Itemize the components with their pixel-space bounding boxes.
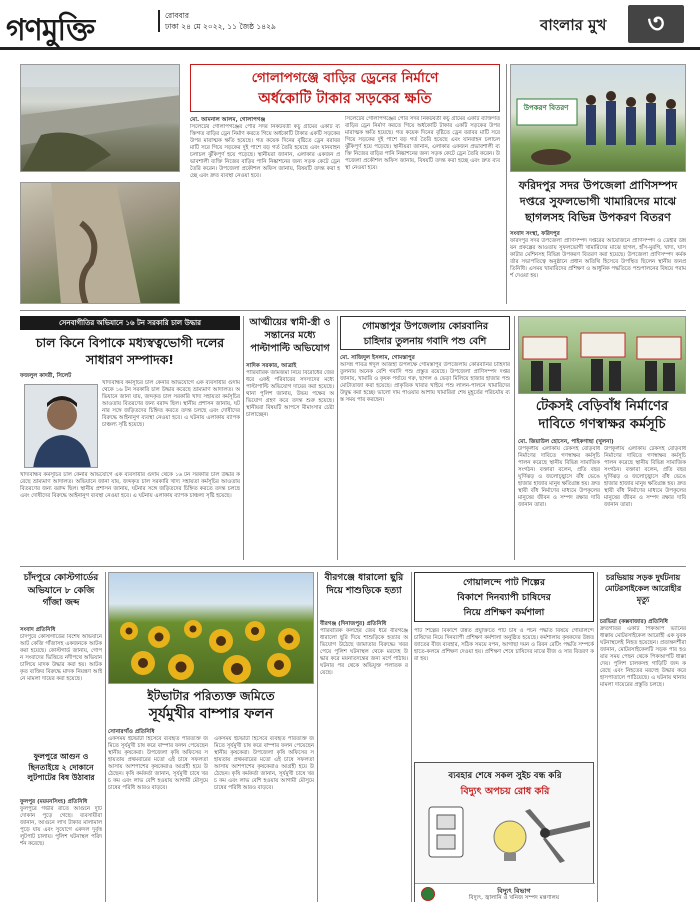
body-a6-col2: উপকূলীয় এলাকায় টেকসই বেড়িবাঁধ নির্মাণের দাবিতে গণস্বাক্ষর কর্মসূচি পালন করেছে স্থানীয় বিভিন্ন সামাজিক সংগঠন। বক্তারা বলেন, প্রতি বছর ঘূর্ণিঝড় ও জলোচ্ছ্বাসে বাঁধ ভেঙে হাজার হাজার মানুষ ক্ষতিগ্রস্ত হয়। দ্রুত স্থায়ী বাঁধ নির্মাণের মাধ্যমে উপকূলের মানুষের জীবন ও সম্পদ রক্ষার দাবি জানান তারা। bbox=[604, 446, 686, 508]
page-number: ৩ bbox=[628, 5, 684, 43]
byline-a1: মো. আমনাল আলম, গোলাপগঞ্জ bbox=[190, 117, 266, 123]
headline-a9-line2: সূর্যমুখীর বাম্পার ফলন bbox=[148, 706, 274, 722]
byline-a7: সংবাদ প্রতিনিধি bbox=[20, 627, 56, 633]
divider-1 bbox=[20, 310, 686, 311]
headline-a4[interactable]: আত্মীয়ের স্বামী-স্ত্রী ও সন্তানের মধ্যে পাল্টাপাল্টি অভিযোগ bbox=[249, 317, 331, 354]
body-a4: পারিবারিক জমিজমা নিয়ে বিরোধের জের ধরে একই পরিবারের সদস্যদের মধ্যে পাল্টাপাল্টি অভিযোগ দায়ের করা হয়েছে। থানা পুলিশ জানায়, উভয় পক্ষের অভিযোগ গ্রহণ করে তদন্ত শুরু হয়েছে। স্থানীয়রা বিষয়টি আপসে মীমাংসার চেষ্টা চালাচ্ছেন। bbox=[246, 370, 334, 418]
col-rule-4 bbox=[105, 572, 106, 902]
ad-footer-ministry: বিদ্যুৎ, জ্বালানি ও খনিজ সম্পদ মন্ত্রণালয় bbox=[468, 895, 560, 901]
col-rule-1 bbox=[243, 316, 244, 560]
kicker-a3 bbox=[20, 316, 240, 330]
road-photo-art bbox=[21, 65, 180, 172]
road-damage-photo bbox=[20, 64, 180, 172]
ad-headline: ব্যবহার শেষে সকল সুইচ বন্ধ করি bbox=[448, 771, 562, 781]
headline-a11-line2: বিকাশে দিনব্যাপী চাষিদের bbox=[457, 592, 551, 603]
headline-a1[interactable] bbox=[190, 64, 500, 112]
byline-a2: সংবাদ সংস্থা, ফরিদপুর bbox=[510, 231, 560, 237]
headline-a5-line2: চাহিদার তুলনায় গবাদি পশু বেশি bbox=[363, 336, 487, 347]
headline-a6-line1: টেকসই বেড়িবাঁধ নির্মাণের bbox=[535, 399, 669, 414]
ad-footer-org: বিদ্যুৎ বিভাগ bbox=[497, 887, 531, 895]
ad-gov-seal-icon bbox=[421, 887, 435, 901]
faridpur-photo-art bbox=[511, 65, 686, 172]
body-a1-col2: সিলেটের গোলাপগঞ্জের পৌর সদর নিকটবর্তী কচু গ্রামের একটি ব্যক্তিগত বাড়ির ড্রেন নির্মাণ করতে গিয়ে অর্ধকোটি টাকার একটি সড়কের উপর মারাত্মক ক্ষতি হয়েছে। গত কয়েক দিনের বৃষ্টিতে ড্রেন বরাবর মাটি সরে গিয়ে সড়কের দুই পাশে বড় গর্ত তৈরি হয়েছে এবং যানবাহন চলাচল ঝুঁকিপূর্ণ হয়ে পড়েছে। স্থানীয়রা জানান, এলাকার একজন প্রভাবশালী ব্যক্তি নিজের বাড়ির পানি নিষ্কাশনের জন্য সড়ক কেটে ড্রেন তৈরি করেন। উপজেলা প্রকৌশল অফিস জানায়, বিষয়টি তদন্ত করা হচ্ছে এবং দ্রুত ব্যবস্থা নেওয়া হবে। bbox=[345, 116, 500, 171]
headline-a3[interactable]: চাল কিনে বিপাকে মধ্যস্বত্বভোগী দলের সাধারণ সম্পাদক! bbox=[35, 335, 225, 367]
body-a6: উপকূলীয় এলাকায় টেকসই বেড়িবাঁধ নির্মাণের দাবিতে গণস্বাক্ষর কর্মসূচি পালন করেছে স্থানীয় বিভিন্ন সামাজিক সংগঠন। বক্তারা বলেন, প্রতি বছর ঘূর্ণিঝড় ও জলোচ্ছ্বাসে বাঁধ ভেঙে হাজার হাজার মানুষ ক্ষতিগ্রস্ত হয়। দ্রুত স্থায়ী বাঁধ নির্মাণের মাধ্যমে উপকূলের মানুষের জীবন ও সম্পদ রক্ষার দাবি জানান তারা। bbox=[518, 446, 600, 508]
power-saving-ad[interactable] bbox=[414, 762, 594, 902]
issue-date: ঢাকা ২৪ মে ২০২২, ১১ জৈষ্ঠ ১৪২৯ bbox=[165, 22, 276, 31]
headline-a11[interactable] bbox=[414, 572, 594, 622]
byline-a6: মো. জিয়াউল হোসেন, পাইকগাছা (খুলনা) bbox=[518, 439, 614, 445]
headline-a8[interactable]: ফুলপুরে আগুন ও ছিনতাইয়ে ২ দোকানে লুটপাটের বিষ উঠাবার bbox=[27, 752, 95, 782]
road-damage-photo-2 bbox=[20, 182, 180, 304]
divider-2 bbox=[20, 566, 686, 567]
col-rule-6 bbox=[411, 572, 412, 902]
protest-photo bbox=[518, 316, 686, 394]
headline-a6[interactable] bbox=[518, 398, 686, 434]
headline-a5-line1: গোমস্তাপুর উপজেলায় কোরবানির bbox=[361, 321, 489, 332]
sunflower-art bbox=[109, 573, 314, 684]
headline-a6-line2: দাবিতে গণস্বাক্ষর কর্মসূচি bbox=[538, 417, 666, 432]
headline-a10[interactable]: বীরগঞ্জে ধারালো ছুরি দিয়ে শাশুড়িকে হত্যা bbox=[324, 572, 404, 596]
kicker-a3-text: সেনবাগীতির অভিযানে ১৬ টন সরকারি চাল উদ্ধার bbox=[58, 319, 202, 327]
col-rule-5 bbox=[317, 572, 318, 902]
ad-illustration bbox=[415, 801, 595, 881]
byline-a10: বীরগঞ্জ (দিনাজপুর) প্রতিনিধি bbox=[320, 621, 387, 627]
body-a2: ফরিদপুর সদর উপজেলা প্রাণিসম্পদ দপ্তরের আয়োজনে প্রাণিসম্পদ ও ডেইরি উন্নয়ন প্রকল্পের আওতায় সুফলভোগী খামারিদের মাঝে ছাগল, হাঁস-মুরগি, খাদ্য, ঘাস কাটার মেশিনসহ বিভিন্ন উপকরণ বিতরণ করা হয়েছে। উপজেলা প্রাণিসম্পদ কর্মকর্তার সভাপতিত্বে অনুষ্ঠানে প্রধান অতিথি হিসেবে উপস্থিত ছিলেন স্থানীয় জনপ্রতিনিধি। এসময় খামারিদের প্রশিক্ষণ ও আধুনিক পদ্ধতিতে পশুপালনের বিষয়ে পরামর্শ দেওয়া হয়। bbox=[510, 238, 686, 279]
issue-day: রোববার bbox=[165, 11, 189, 20]
protest-photo-art bbox=[519, 317, 686, 394]
road-photo-2-art bbox=[21, 183, 180, 304]
headline-a12[interactable]: চরভিয়ায় সড়ক দুর্ঘটনায় মোটরসাইকেল আরোহীর মৃত্যু bbox=[604, 573, 682, 604]
newspaper-logo[interactable]: গণমুক্তি bbox=[6, 13, 95, 48]
body-a10: পারিবারিক কলহের জের ধরে বীরগঞ্জে ধারালো ছুরি দিয়ে শাশুড়িকে হত্যার অভিযোগ উঠেছে জামাতার বিরুদ্ধে। খবর পেয়ে পুলিশ ঘটনাস্থল থেকে মরদেহ উদ্ধার করে ময়নাতদন্তের জন্য মর্গে পাঠায়। ঘটনার পর থেকে অভিযুক্ত পলাতক রয়েছে। bbox=[320, 628, 408, 676]
headline-a2-line1: ফরিদপুর সদর উপজেলা প্রাণিসম্পদ bbox=[518, 179, 678, 192]
body-a11: পাট শিল্পের বিকাশে উন্নত প্রযুক্তিতে পাট চাষ ও পচন পদ্ধতি বিষয়ে গোয়ালন্দে চাষিদের নিয়ে দিনব্যাপী প্রশিক্ষণ কর্মশালা অনুষ্ঠিত হয়েছে। কর্মশালায় কৃষকদের উন্নত জাতের বীজ ব্যবহার, সঠিক সময়ে বপন, আগাছা দমন ও রিবন রেটিং পদ্ধতি সম্পর্কে হাতে-কলমে প্রশিক্ষণ দেওয়া হয়। প্রশিক্ষণ শেষে চাষিদের মাঝে বীজ ও সার বিতরণ করা হয়। bbox=[414, 628, 594, 662]
body-a12: দ্রুতগতির একটি পিকআপ ভ্যানের ধাক্কায় মোটরসাইকেল আরোহী এক যুবক ঘটনাস্থলেই নিহত হয়েছেন। প্রত্যক্ষদর্শীরা জানান, মোটরসাইকেলটি সড়ক পার হওয়ার সময় পেছন থেকে পিকআপটি ধাক্কা দেয়। পুলিশ চালকসহ গাড়িটি জব্দ করেছে এবং নিহতের মরদেহ উদ্ধার করে হাসপাতালে পাঠিয়েছে। এ ঘটনায় থানায় মামলা দায়েরের প্রস্তুতি চলছে। bbox=[600, 626, 686, 688]
headline-a11-line1: গোয়ালন্দে পাট শিল্পের bbox=[462, 577, 546, 588]
byline-a12: চরভিয়া (কক্সবাজার) প্রতিনিধি bbox=[600, 619, 668, 625]
col-rule-top bbox=[506, 64, 507, 304]
headline-a1-line2: অর্ধকোটি টাকার সড়কের ক্ষতি bbox=[258, 91, 432, 107]
byline-a8: ফুলপুর (ময়মনসিংহ) প্রতিনিধি bbox=[20, 799, 88, 805]
ad-subline: বিদ্যুৎ অপচয় রোধ করি bbox=[460, 786, 550, 797]
body-a5-col1: আসন্ন পবিত্র ঈদুল আজহা উপলক্ষে গোমস্তাপুর উপজেলায় কোরবানির চাহিদার তুলনায় অনেক বেশি গবাদি পশু প্রস্তুত রয়েছে। উপজেলা প্রাণিসম্পদ দপ্তর জানায়, খামারি ও কৃষক পর্যায়ে গরু, ছাগল ও ভেড়া মিলিয়ে হাজার হাজার পশু মোটাতাজা করা হয়েছে। প্রাকৃতিক খাবার খাইয়ে পশু লালন-পালনে খামারিদের উদ্বুদ্ধ করা হচ্ছে। ভালো দাম পাওয়ার আশায় খামারিরা শেষ মুহূর্তের পরিচর্যায় ব্যস্ত সময় পার করছেন। bbox=[340, 362, 510, 403]
headline-a11-line3: নিয়ে প্রশিক্ষণ কর্মশালা bbox=[463, 607, 545, 618]
issue-info bbox=[158, 10, 276, 32]
headline-a5[interactable] bbox=[340, 316, 510, 350]
body-a3-beside: খাদ্যবান্ধব কর্মসূচির চাল কেনার অভিযোগে এক ব্যবসায়ীর গুদাম থেকে ১৬ টন সরকারি চাল উদ্ধার করেছে ভ্রাম্যমাণ আদালত। অভিযানে জানা যায়, জব্দকৃত চাল সরকারি খাদ্য সহায়তা কর্মসূচির আওতায় বিতরণের জন্য বরাদ্দ ছিল। স্থানীয় প্রশাসন জানায়, ঘটনার সঙ্গে জড়িতদের চিহ্নিত করতে তদন্ত চলছে এবং দোষীদের বিরুদ্ধে আইনানুগ ব্যবস্থা নেওয়া হবে। এ ঘটনায় এলাকায় ব্যাপক চাঞ্চল্য সৃষ্টি হয়েছে। bbox=[102, 380, 240, 428]
byline-a3: ফজলুল কাদরী, সিলেট bbox=[20, 373, 72, 379]
portrait-art bbox=[25, 385, 98, 468]
headline-a1-line1: গোলাপগঞ্জে বাড়ির ড্রেনের নির্মাণে bbox=[251, 70, 439, 86]
headline-a9-line1: ইটভাটার পরিত্যক্ত জমিতে bbox=[147, 689, 275, 703]
body-a1-col1: সিলেটের গোলাপগঞ্জের পৌর সদর নিকটবর্তী কচু গ্রামের একটি ব্যক্তিগত বাড়ির ড্রেন নির্মাণ করতে গিয়ে অর্ধকোটি টাকার একটি সড়কের উপর মারাত্মক ক্ষতি হয়েছে। গত কয়েক দিনের বৃষ্টিতে ড্রেন বরাবর মাটি সরে গিয়ে সড়কের দুই পাশে বড় গর্ত তৈরি হয়েছে এবং যানবাহন চলাচল ঝুঁকিপূর্ণ হয়ে পড়েছে। স্থানীয়রা জানান, এলাকার একজন প্রভাবশালী ব্যক্তি নিজের বাড়ির পানি নিষ্কাশনের জন্য সড়ক কেটে ড্রেন তৈরি করেন। উপজেলা প্রকৌশল অফিস জানায়, বিষয়টি তদন্ত করা হচ্ছে এবং দ্রুত ব্যবস্থা নেওয়া হবে। bbox=[190, 124, 340, 179]
body-a3: খাদ্যবান্ধব কর্মসূচির চাল কেনার অভিযোগে এক ব্যবসায়ীর গুদাম থেকে ১৬ টন সরকারি চাল উদ্ধার করেছে ভ্রাম্যমাণ আদালত। অভিযানে জানা যায়, জব্দকৃত চাল সরকারি খাদ্য সহায়তা কর্মসূচির আওতায় বিতরণের জন্য বরাদ্দ ছিল। স্থানীয় প্রশাসন জানায়, ঘটনার সঙ্গে জড়িতদের চিহ্নিত করতে তদন্ত চলছে এবং দোষীদের বিরুদ্ধে আইনানুগ ব্যবস্থা নেওয়া হবে। এ ঘটনায় এলাকায় ব্যাপক চাঞ্চল্য সৃষ্টি হয়েছে। bbox=[20, 472, 240, 499]
col-rule-7 bbox=[597, 572, 598, 902]
section-title: বাংলার মুখ bbox=[540, 16, 607, 34]
body-a9-col2: একসময় ইটভাটা হিসেবে ব্যবহৃত পরিত্যক্ত জমিতে সূর্যমুখী চাষ করে বাম্পার ফলন পেয়েছেন স্থানীয় কৃষকেরা। উপজেলা কৃষি অফিসের সহায়তায় প্রথমবারের মতো এই চাষে সফলতা আসায় আশপাশের কৃষকেরাও আগ্রহী হয়ে উঠেছেন। কৃষি কর্মকর্তা জানান, সূর্যমুখী চাষে খরচ কম এবং লাভ বেশি হওয়ায় আগামী মৌসুমে চাষের পরিধি আরও বাড়বে। bbox=[214, 736, 314, 791]
headline-a2-line3: ছাগলসহ বিভিন্ন উপকরণ বিতরণ bbox=[525, 211, 671, 224]
headline-a2[interactable] bbox=[510, 178, 686, 226]
byline-a4: সাদিক সরকার, আত্রাই bbox=[246, 363, 297, 369]
sunflower-field-photo bbox=[108, 572, 314, 684]
body-a7: চাঁদপুরে কোস্টগার্ডের বিশেষ অভিযানে আট কেজি গাঁজাসহ একজনকে আটক করা হয়েছে। কোস্টগার্ড জানায়, গোপন সংবাদের ভিত্তিতে নদীপথে অভিযান চালিয়ে মাদক উদ্ধার করা হয়। আটককৃত ব্যক্তির বিরুদ্ধে মাদক নিয়ন্ত্রণ আইনে মামলা দায়ের করা হয়েছে। bbox=[20, 634, 102, 682]
headline-a9[interactable] bbox=[108, 688, 314, 724]
body-a9-col1: একসময় ইটভাটা হিসেবে ব্যবহৃত পরিত্যক্ত জমিতে সূর্যমুখী চাষ করে বাম্পার ফলন পেয়েছেন স্থানীয় কৃষকেরা। উপজেলা কৃষি অফিসের সহায়তায় প্রথমবারের মতো এই চাষে সফলতা আসায় আশপাশের কৃষকেরাও আগ্রহী হয়ে উঠেছেন। কৃষি কর্মকর্তা জানান, সূর্যমুখী চাষে খরচ কম এবং লাভ বেশি হওয়ায় আগামী মৌসুমে চাষের পরিধি আরও বাড়বে। bbox=[108, 736, 208, 791]
headline-a2-line2: দপ্তরে সুফলভোগী খামারিদের মাঝে bbox=[519, 195, 677, 208]
ad-footer bbox=[415, 883, 595, 903]
col-rule-2 bbox=[337, 316, 338, 560]
col-rule-3 bbox=[514, 316, 515, 560]
headline-a7[interactable]: চাঁদপুরে কোস্টগার্ডের অভিযানে ৮ কেজি গাঁজা জব্দ bbox=[23, 573, 99, 608]
faridpur-banner-label: উপকরণ বিতরণ bbox=[523, 104, 569, 112]
body-a8: ফুলপুরে গভীর রাতে আগুনে দুটি দোকান পুড়ে গেছে। ব্যবসায়ীরা জানান, আগুনে লাখ টাকার মালামাল পুড়ে যায় এবং সুযোগে একদল দুর্বৃত্ত লুটপাট চালায়। পুলিশ ঘটনাস্থল পরিদর্শন করেছে। bbox=[20, 806, 102, 847]
faridpur-event-photo bbox=[510, 64, 686, 172]
byline-a5: মো. সাজিদুল ইসলাম, গোমস্তাপুর bbox=[340, 355, 415, 361]
byline-a9: সোনারগাঁও প্রতিনিধি bbox=[108, 729, 155, 735]
accused-portrait bbox=[24, 384, 98, 468]
